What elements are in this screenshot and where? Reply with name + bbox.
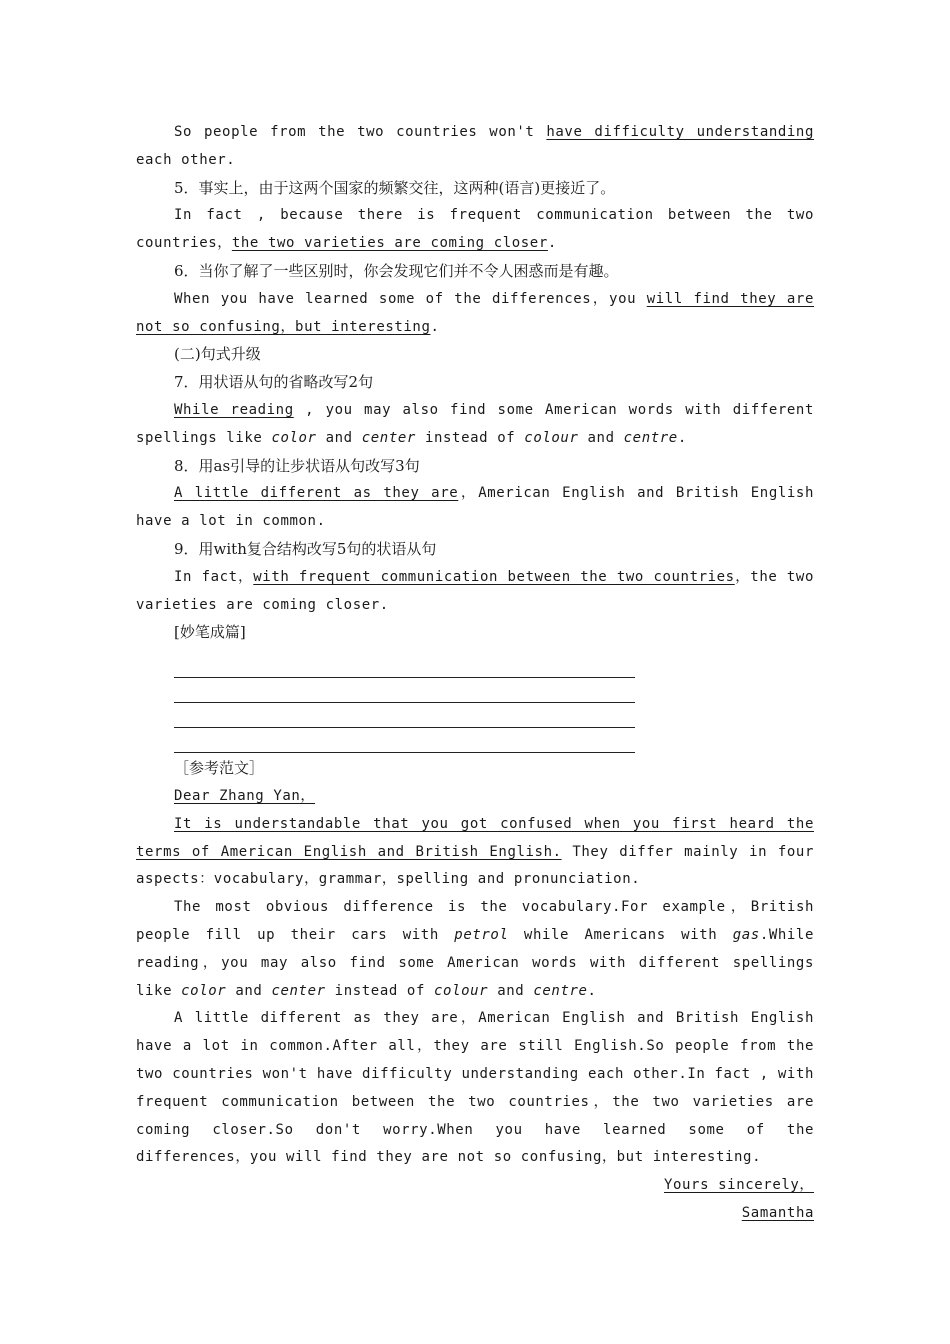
writing-line — [174, 703, 635, 728]
item6-prompt: 6．当你了解了一些区别时，你会发现它们并不令人困惑而是有趣。 — [174, 261, 619, 280]
writing-line — [174, 653, 635, 678]
text: The most obvious difference is the vocabulary.For example，British people fill up their cars with — [136, 899, 814, 943]
italic-word: colour — [434, 982, 489, 999]
text: while Americans with — [508, 926, 733, 943]
text: When you have learned some of the differences，you — [174, 290, 647, 307]
text: and — [226, 982, 272, 999]
salutation-text: Dear Zhang Yan， — [174, 787, 316, 804]
text: instead of — [325, 982, 435, 999]
text: , you may also find some American words with different spellings like — [136, 401, 814, 446]
letter-paragraph-3: A little different as they are，American English and British English have a lot in common.After all，they are still English.So people from the two countries won't have difficulty understanding each other.In fact , with frequent communication between the two countries，the two varieties are coming closer.So don't worry.When you have learned some of the differences，you will find they are not so confusing，but interesting. — [136, 1010, 814, 1166]
item7-prompt: 7．用状语从句的省略改写2句 — [174, 373, 374, 392]
text: In fact， — [174, 568, 254, 585]
letter-salutation — [136, 783, 814, 811]
italic-word: color — [181, 982, 227, 999]
text: So people from the two countries won't — [174, 124, 547, 140]
italic-word: centre — [533, 982, 588, 999]
item5-answer — [136, 202, 814, 258]
text: . — [547, 235, 557, 252]
item9-answer — [136, 564, 814, 620]
item8-prompt: 8．用as引导的让步状语从句改写3句 — [174, 456, 420, 475]
letter-paragraph-2 — [136, 894, 814, 1005]
italic-word: colour — [524, 429, 579, 446]
italic-word: petrol — [454, 926, 509, 943]
document-page — [136, 119, 814, 1228]
answer-underline: It is understandable that you got confused when you first heard the terms of American English and British English. — [136, 815, 814, 860]
letter-signature — [136, 1200, 814, 1228]
text: and — [578, 429, 624, 446]
text: They differ mainly in four aspects：vocabulary，grammar，spelling and pronunciation. — [136, 843, 814, 888]
text: and — [488, 982, 534, 999]
signature-name: Samantha — [741, 1204, 814, 1221]
closing-text: Yours sincerely， — [663, 1177, 814, 1194]
item9-prompt: 9．用with复合结构改写5句的状语从句 — [174, 539, 437, 558]
answer-underline: While reading — [174, 401, 294, 418]
item5-prompt: 5．事实上，由于这两个国家的频繁交往，这两种(语言)更接近了。 — [174, 178, 616, 197]
paragraph-item4-answer — [136, 119, 814, 175]
text: . — [587, 982, 597, 999]
text: and — [316, 429, 362, 446]
answer-underline: have difficulty understanding — [546, 124, 814, 140]
answer-underline: the two varieties are coming closer — [231, 235, 548, 252]
text: .While reading，you may also find some American words with different spellings like — [136, 926, 814, 999]
answer-underline: will find they are not so confusing，but interesting — [136, 290, 814, 335]
writing-line — [174, 728, 635, 753]
text: ，the two varieties are coming closer. — [136, 568, 814, 613]
text: each other. — [136, 151, 236, 168]
italic-word: color — [271, 429, 317, 446]
item7-answer — [136, 397, 814, 453]
item8-answer — [136, 480, 814, 536]
text: instead of — [415, 429, 525, 446]
italic-word: center — [361, 429, 416, 446]
item6-answer — [136, 286, 814, 342]
italic-word: centre — [623, 429, 678, 446]
letter-paragraph-1 — [136, 811, 814, 894]
text: ，American English and British English have a lot in common. — [136, 485, 814, 530]
reference-title: ［参考范文］ — [174, 759, 265, 778]
writing-lines — [174, 647, 635, 753]
answer-underline: A little different as they are — [174, 485, 459, 502]
letter-closing — [136, 1172, 814, 1200]
italic-word: gas — [732, 926, 760, 943]
section-title: (二)句式升级 — [174, 345, 261, 364]
text: . — [677, 429, 687, 446]
answer-underline: with frequent communication between the two countries — [253, 568, 735, 585]
text: In fact , because there is frequent communication between the two countries， — [136, 207, 814, 252]
italic-word: center — [271, 982, 326, 999]
text: . — [430, 318, 440, 335]
miaobi-title: [妙笔成篇] — [174, 623, 246, 642]
writing-line — [174, 678, 635, 703]
